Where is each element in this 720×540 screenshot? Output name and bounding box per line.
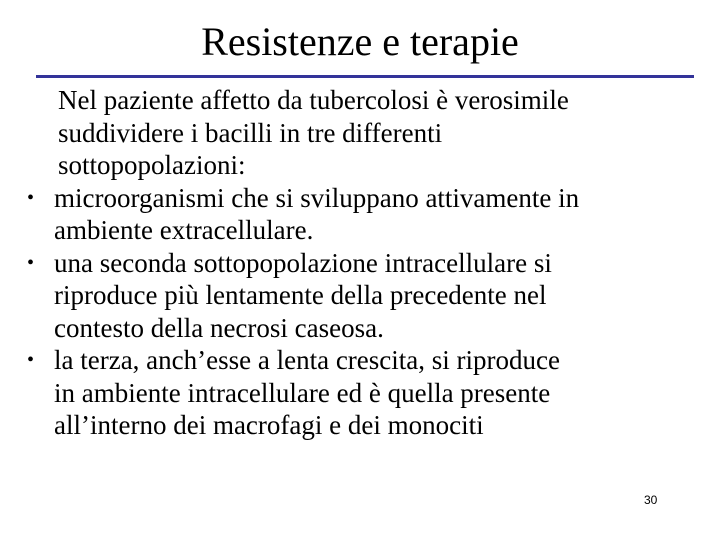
bullet-item — [24, 247, 694, 345]
bullet-item — [24, 344, 694, 442]
bullet-icon: • — [27, 186, 35, 209]
slide-title: Resistenze e terapie — [201, 19, 519, 64]
intro-line: suddividere i bacilli in tre differenti — [58, 117, 443, 148]
bullet-line: ambiente extracellulare. — [54, 215, 314, 245]
bullet-line: una seconda sottopopolazione intracellulare si — [54, 247, 552, 278]
slide-body — [24, 84, 694, 442]
bullet-line: microorganismi che si sviluppano attivamente in — [54, 182, 580, 213]
intro-line: Nel paziente affetto da tubercolosi è verosimile — [58, 85, 569, 115]
bullet-line: la terza, anch’esse a lenta crescita, si riproduce — [54, 345, 560, 375]
bullet-line: all’interno dei macrofagi e dei monociti — [54, 410, 484, 440]
bullet-icon: • — [27, 251, 35, 274]
bullet-icon: • — [27, 349, 35, 371]
title-underline — [36, 75, 694, 78]
intro-line: sottopopolazioni: — [58, 150, 246, 180]
bullet-item — [24, 182, 694, 247]
bullet-list — [24, 182, 694, 442]
bullet-line: riproduce più lentamente della precedente nel — [54, 280, 547, 310]
intro-paragraph — [24, 84, 694, 182]
page-number: 30 — [644, 493, 658, 507]
bullet-line: contesto della necrosi caseosa. — [54, 312, 384, 343]
bullet-line: in ambiente intracellulare ed è quella presente — [54, 377, 551, 408]
